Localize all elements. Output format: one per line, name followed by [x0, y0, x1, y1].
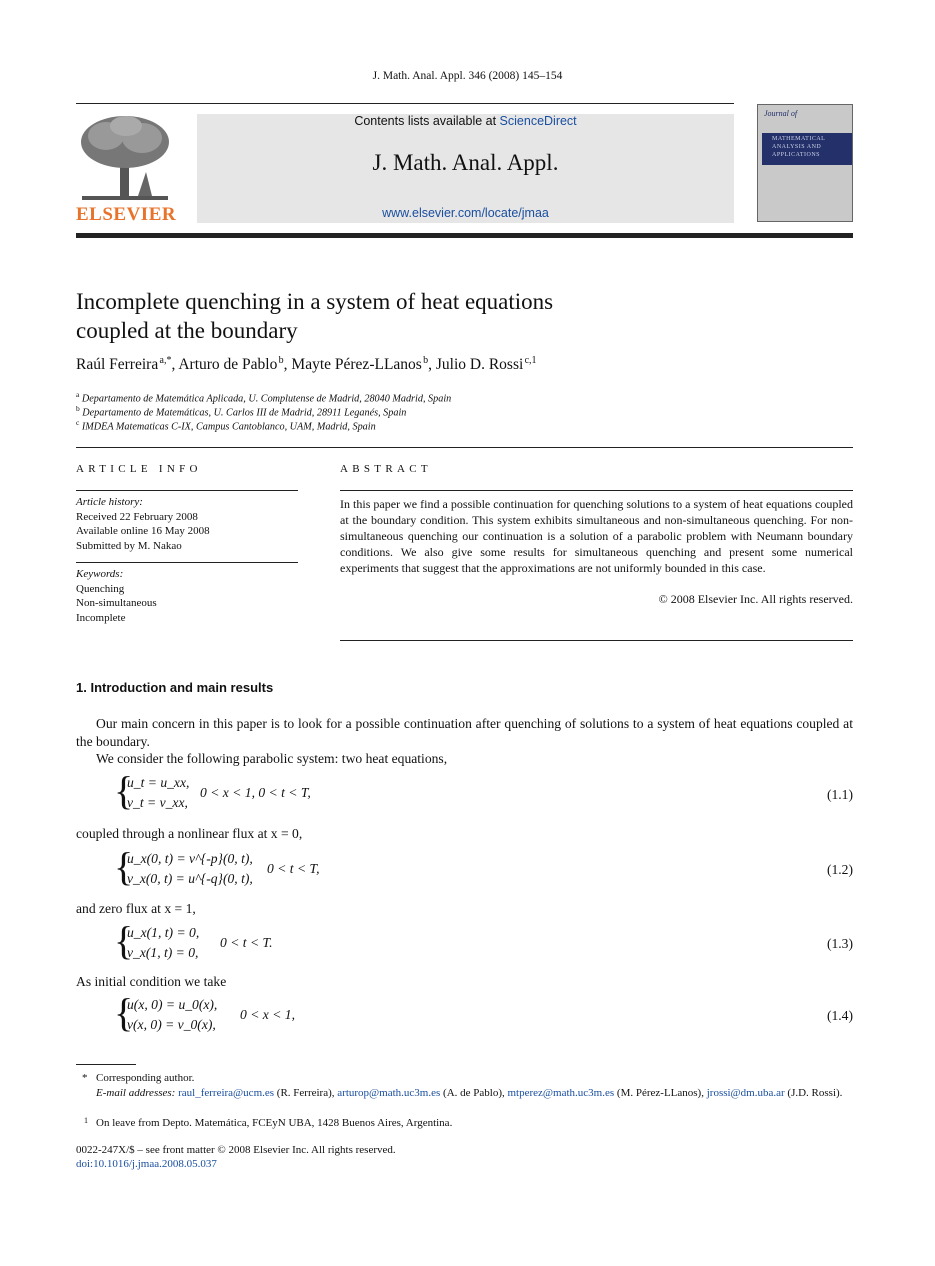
history-label: Article history:: [76, 496, 143, 508]
article-title: [76, 287, 696, 345]
affiliation: [76, 404, 406, 418]
article-history: [76, 495, 210, 553]
affiliation-key: c: [76, 418, 80, 427]
footnote-mark: *: [82, 1072, 88, 1084]
elsevier-tree-logo: [76, 112, 174, 204]
contents-prefix: Contents lists available at: [354, 114, 500, 128]
article-info-heading: ARTICLE INFO: [76, 463, 202, 475]
header-rule-thin: [76, 103, 734, 104]
equation-line: v_x(0, t) = u^{-q}(0, t),: [127, 871, 253, 886]
divider: [340, 640, 853, 641]
equation-line: u(x, 0) = u_0(x),: [127, 997, 218, 1012]
title-line-1: Incomplete quenching in a system of heat equations: [76, 289, 554, 314]
journal-cover-thumbnail: [757, 104, 853, 222]
affiliation-text: Departamento de Matemáticas, U. Carlos III de Madrid, 28911 Leganés, Spain: [82, 407, 407, 419]
equation-line: u_t = u_xx,: [127, 775, 190, 790]
history-item: Received 22 February 2008: [76, 510, 198, 523]
divider: [76, 447, 853, 448]
keywords: [76, 567, 157, 625]
email-tail: (J.D. Rossi).: [787, 1087, 843, 1099]
email-link[interactable]: jrossi@dm.uba.ar: [706, 1087, 785, 1099]
email-owner: (M. Pérez-LLanos),: [616, 1087, 704, 1099]
email-link[interactable]: mtperez@math.uc3m.es: [507, 1087, 615, 1099]
paragraph: Our main concern in this paper is to look for a possible continuation after quenching of solutions to a system of heat equations coupled at the boundary.: [76, 716, 853, 749]
affiliation-text: Departamento de Matemática Aplicada, U. Complutense de Madrid, 28040 Madrid, Spain: [81, 393, 452, 405]
author-sup: a,*: [159, 355, 172, 366]
keyword: Incomplete: [76, 611, 126, 624]
author-sup: c,1: [524, 355, 537, 366]
abstract-copyright: © 2008 Elsevier Inc. All rights reserved.: [658, 592, 853, 606]
title-line-2: coupled at the boundary: [76, 318, 298, 343]
equation-number: (1.3): [826, 936, 853, 951]
paragraph: We consider the following parabolic system: two heat equations,: [96, 751, 448, 766]
issn-line: 0022-247X/$ – see front matter © 2008 Elsevier Inc. All rights reserved.: [76, 1144, 396, 1156]
abstract-text: In this paper we find a possible continuation for quenching solutions to a system of heat equations coupled at the boundary condition. This system exhibits simultaneous and non-simultaneous quenching. For non-simultaneous quenching our continuation is a solution of a parabolic problem with Neumann boundary conditions. We also give some results for simultaneous quenching and present some numerical experiments that suggest that the approximations are not uniformly bounded in this case.: [340, 497, 853, 575]
divider: [76, 490, 298, 491]
footnote-leave: On leave from Depto. Matemática, FCEyN UBA, 1428 Buenos Aires, Argentina.: [96, 1117, 453, 1129]
doi-link[interactable]: doi:10.1016/j.jmaa.2008.05.037: [76, 1158, 217, 1170]
keyword: Quenching: [76, 582, 125, 595]
cover-subtitle: MATHEMATICAL ANALYSIS AND APPLICATIONS: [772, 136, 826, 158]
divider: [340, 490, 853, 491]
equation-line: v_t = v_xx,: [127, 795, 188, 810]
equation-line: v(x, 0) = v_0(x),: [127, 1017, 216, 1032]
brace: {: [114, 918, 134, 963]
email-link[interactable]: raul_ferreira@ucm.es: [178, 1087, 275, 1099]
journal-title: J. Math. Anal. Appl.: [372, 150, 559, 175]
email-owner: (A. de Pablo),: [443, 1087, 505, 1099]
affiliation: [76, 418, 376, 432]
affiliation-key: a: [76, 390, 80, 399]
paragraph: coupled through a nonlinear flux at x = 0,: [76, 826, 303, 841]
elsevier-wordmark: ELSEVIER: [76, 204, 177, 225]
paragraph: and zero flux at x = 1,: [76, 901, 196, 916]
header-rule-thick: [76, 233, 853, 238]
email-label: E-mail addresses:: [96, 1087, 176, 1099]
equation-number: (1.2): [826, 862, 853, 877]
brace: {: [114, 768, 134, 813]
running-head: J. Math. Anal. Appl. 346 (2008) 145–154: [372, 70, 563, 82]
section-heading: 1. Introduction and main results: [76, 680, 274, 695]
affiliation: [76, 390, 451, 404]
history-item: Available online 16 May 2008: [76, 525, 210, 537]
paragraph: As initial condition we take: [76, 974, 227, 989]
contents-line: [197, 114, 734, 128]
equation-number: (1.1): [826, 787, 853, 802]
equation-line: v_x(1, t) = 0,: [127, 945, 199, 960]
author-name: Julio D. Rossi: [435, 356, 524, 374]
abstract-heading: ABSTRACT: [340, 463, 432, 475]
sciencedirect-link[interactable]: ScienceDirect: [499, 114, 577, 128]
equation-line: u_x(1, t) = 0,: [127, 925, 200, 940]
history-item: Submitted by M. Nakao: [76, 539, 182, 552]
equation-condition: 0 < t < T.: [220, 935, 273, 950]
divider: [76, 562, 298, 563]
equation-condition: 0 < x < 1, 0 < t < T,: [200, 785, 311, 800]
author-sup: b: [278, 355, 284, 366]
equation-condition: 0 < t < T,: [267, 861, 320, 876]
author-name: Mayte Pérez-LLanos: [291, 356, 422, 374]
brace: {: [114, 990, 134, 1035]
equation-number: (1.4): [826, 1008, 853, 1023]
footnote-emails: [76, 1086, 853, 1101]
footnote-rule: [76, 1064, 136, 1065]
keywords-label: Keywords:: [76, 568, 124, 580]
brace: {: [114, 844, 134, 889]
email-owner: (R. Ferreira),: [276, 1087, 335, 1099]
equation-condition: 0 < x < 1,: [240, 1007, 295, 1022]
cover-title: Journal of: [764, 109, 798, 118]
journal-url[interactable]: www.elsevier.com/locate/jmaa: [382, 206, 549, 220]
footnote-mark: 1: [84, 1116, 88, 1125]
footnote-corresponding: Corresponding author.: [96, 1072, 195, 1084]
affiliation-text: IMDEA Matematicas C-IX, Campus Cantoblanco, UAM, Madrid, Spain: [81, 421, 376, 433]
author-list: Raúl Ferreira $^{a,*}$, Arturo de Pablo $^b$, Mayte Pérez-LLanos $^b$, Julio D. Rossi $^{c,1}$: [76, 355, 537, 374]
affiliation-key: b: [76, 404, 80, 413]
email-link[interactable]: arturop@math.uc3m.es: [337, 1087, 441, 1099]
equation-line: u_x(0, t) = v^{-p}(0, t),: [127, 851, 253, 866]
author-sup: b: [423, 355, 429, 366]
keyword: Non-simultaneous: [76, 597, 157, 609]
author-name: Raúl Ferreira: [76, 356, 159, 374]
author-name: Arturo de Pablo: [178, 356, 278, 374]
